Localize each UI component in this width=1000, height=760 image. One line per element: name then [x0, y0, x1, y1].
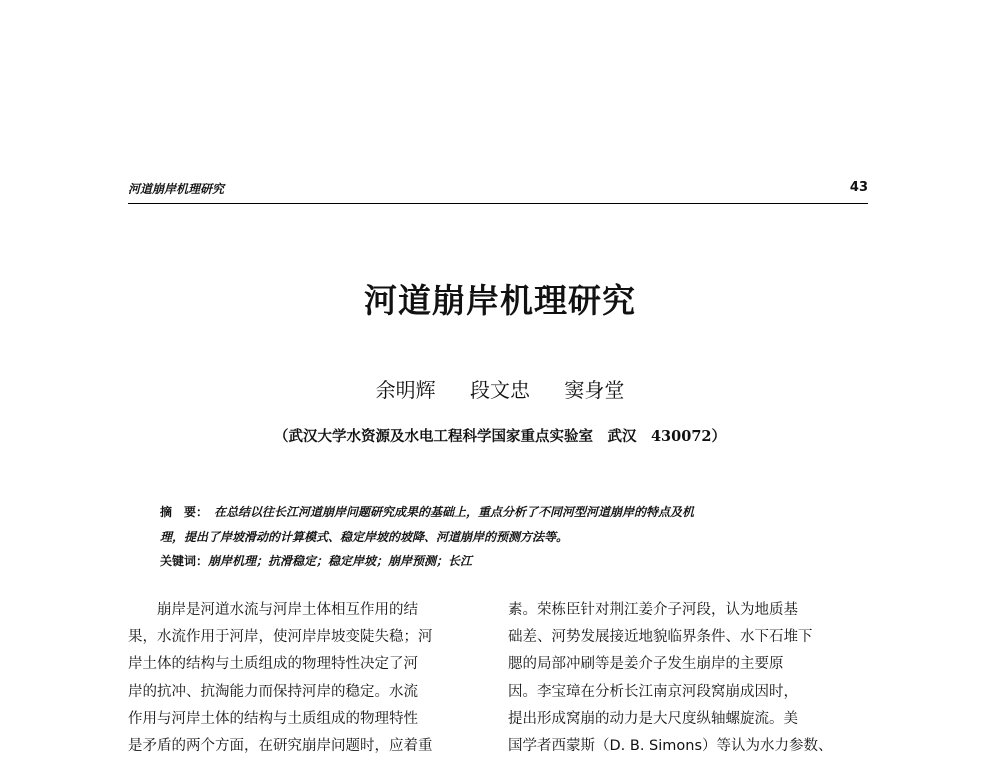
- text-line: 因。李宝璋在分析长江南京河段窝崩成因时，: [508, 683, 798, 700]
- body-right-column: [508, 597, 870, 760]
- keywords-text: 崩岸机理；抗滑稳定；稳定岸坡；崩岸预测；长江: [208, 554, 473, 568]
- author: 段文忠: [470, 378, 530, 402]
- running-title: 河道崩岸机理研究: [128, 182, 225, 196]
- text-line: 国学者西蒙斯（D. B. Simons）等认为水力参数、: [508, 737, 833, 754]
- text-line: 崩岸是河道水流与河岸土体相互作用的结: [128, 602, 418, 618]
- text-line: 提出形成窝崩的动力是大尺度纵轴螺旋流。美: [508, 710, 798, 727]
- author: 余明辉: [375, 378, 436, 402]
- page-number: 43: [849, 180, 868, 195]
- abstract-text: 在总结以往长江河道崩岸问题研究成果的基础上，重点分析了不同河型河道崩岸的特点及机: [214, 505, 695, 519]
- text-line: 础差、河势发展接近地貌临界条件、水下石堆下: [508, 629, 813, 646]
- keywords: [160, 550, 850, 572]
- text-line: 是矛盾的两个方面，在研究崩岸问题时，应着重: [128, 737, 433, 754]
- header-rule: [128, 203, 868, 204]
- affiliation: （武汉大学水资源及水电工程科学国家重点实验室 武汉 430072）: [273, 428, 727, 445]
- abstract-line: [160, 500, 850, 525]
- keywords-label: 关键词：: [160, 554, 209, 568]
- abstract: [160, 500, 850, 550]
- running-head: [128, 180, 868, 200]
- author-list: [0, 374, 1000, 403]
- text-line: 果，水流作用于河岸，使河岸岸坡变陡失稳；河: [128, 629, 433, 646]
- text-line: 素。荣栋臣针对荆江姜介子河段，认为地质基: [508, 602, 798, 618]
- text-line: 腮的局部冲刷等是姜介子发生崩岸的主要原: [508, 656, 784, 673]
- text-line: 岸土体的结构与土质组成的物理特性决定了河: [128, 656, 418, 673]
- text-line: 作用与河岸土体的结构与土质组成的物理特性: [128, 710, 418, 727]
- text-line: 岸的抗冲、抗淘能力而保持河岸的稳定。水流: [128, 683, 418, 700]
- body-left-column: [128, 597, 490, 760]
- abstract-line: 理，提出了岸坡滑动的计算模式、稳定岸坡的坡降、河道崩岸的预测方法等。: [160, 530, 569, 544]
- author: 窦身堂: [564, 378, 625, 402]
- article-title: 河道崩岸机理研究: [364, 281, 636, 320]
- abstract-label: 摘 要：: [160, 505, 209, 519]
